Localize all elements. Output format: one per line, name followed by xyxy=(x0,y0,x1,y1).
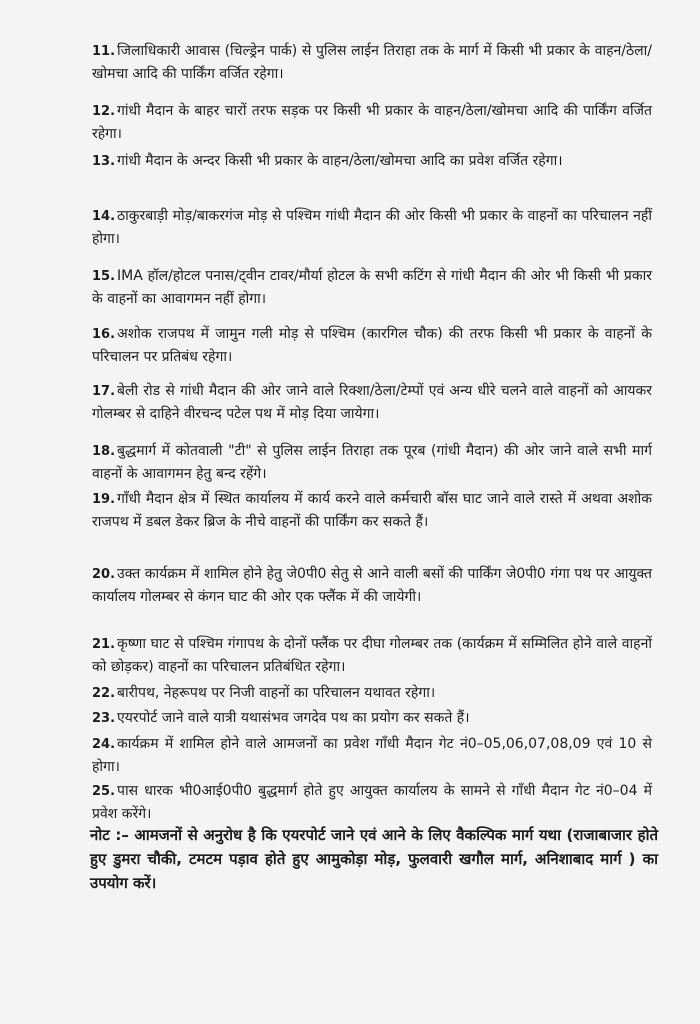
list-item xyxy=(92,780,652,826)
item-text: कृष्णा घाट से पश्चिम गंगापथ के दोनों फ्लैंक पर दीघा गोलम्बर तक (कार्यक्रम में सम्मिलित होने वाले वाहनों को छोड़कर) वाहनों का परिचालन प्रतिबंधित रहेगा। xyxy=(92,636,652,675)
list-item xyxy=(92,265,652,311)
item-text: बुद्धमार्ग में कोतवाली "टी" से पुलिस लाईन तिराहा तक पूरब (गांधी मैदान) की ओर जाने वाले सभी मार्ग वाहनों के आवागमन हेतु बन्द रहेंगे। xyxy=(92,443,652,482)
item-number: 23. xyxy=(92,711,116,726)
list-item xyxy=(92,205,652,251)
note-paragraph: नोट :– आमजनों से अनुरोध है कि एयरपोर्ट जाने एवं आने के लिए वैकल्पिक मार्ग यथा (राजाबाजार होते हुए डुमरा चौकी, टमटम पड़ाव होते हुए आमुकोड़ा मोड़, फुलवारी खगौल मार्ग, अनिशाबाद मार्ग ) का उपयोग करें। xyxy=(90,826,658,892)
item-number: 24. xyxy=(92,737,116,752)
list-item xyxy=(92,488,652,534)
item-number: 16. xyxy=(92,327,116,342)
item-text: ठाकुरबाड़ी मोड़/बाकरगंज मोड़ से पश्चिम गांधी मैदान की ओर किसी भी प्रकार के वाहनों का परिचालन नहीं होगा। xyxy=(92,208,652,247)
list-item xyxy=(92,100,652,146)
item-number: 11. xyxy=(92,44,116,59)
item-number: 15. xyxy=(92,269,116,284)
list-item xyxy=(92,323,652,369)
list-item xyxy=(92,707,652,730)
list-item xyxy=(92,380,652,426)
list-item xyxy=(92,633,652,679)
item-text: अशोक राजपथ में जामुन गली मोड़ से पश्चिम (कारगिल चौक) की तरफ किसी भी प्रकार के वाहनों के परिचालन पर प्रतिबंध रहेगा। xyxy=(92,326,652,365)
item-number: 18. xyxy=(92,444,116,459)
list-item xyxy=(92,150,652,173)
list-item xyxy=(92,682,652,705)
list-item xyxy=(92,733,652,779)
item-text: जिलाधिकारी आवास (चिल्ड्रेन पार्क) से पुलिस लाईन तिराहा तक के मार्ग में किसी भी प्रकार के वाहन/ठेला/खोमचा आदि की पार्किंग वर्जित रहेगा। xyxy=(92,43,652,82)
item-text: गांधी मैदान के बाहर चारों तरफ सड़क पर किसी भी प्रकार के वाहन/ठेला/खोमचा आदि की पार्किंग वर्जित रहेगा। xyxy=(92,103,652,142)
list-item xyxy=(92,440,652,486)
item-text: IMA हॉल/होटल पनास/ट्वीन टावर/मौर्या होटल के सभी कटिंग से गांधी मैदान की ओर भी किसी भी प्रकार के वाहनों का आवागमन नहीं होगा। xyxy=(92,268,652,307)
item-number: 14. xyxy=(92,209,116,224)
item-number: 12. xyxy=(92,104,116,119)
item-number: 25. xyxy=(92,784,116,799)
item-text: कार्यक्रम में शामिल होने वाले आमजनों का प्रवेश गाँधी मैदान गेट नं0–05,06,07,08,09 एवं 10 से होगा। xyxy=(92,736,652,775)
list-item xyxy=(92,563,652,609)
item-number: 22. xyxy=(92,686,116,701)
item-text: एयरपोर्ट जाने वाले यात्री यथासंभव जगदेव पथ का प्रयोग कर सकते हैं। xyxy=(117,710,470,726)
item-text: बेली रोड से गांधी मैदान की ओर जाने वाले रिक्शा/ठेला/टेम्पों एवं अन्य धीरे चलने वाले वाहनों को आयकर गोलम्बर से दाहिने वीरचन्द पटेल पथ में मोड़ दिया जायेगा। xyxy=(92,383,652,422)
item-number: 21. xyxy=(92,637,116,652)
item-number: 17. xyxy=(92,384,116,399)
item-text: गाँधी मैदान क्षेत्र में स्थित कार्यालय में कार्य करने वाले कर्मचारी बॉस घाट जाने वाले रास्ते में अथवा अशोक राजपथ में डबल डेकर ब्रिज के नीचे वाहनों की पार्किंग कर सकते हैं। xyxy=(92,491,652,530)
item-number: 13. xyxy=(92,154,116,169)
item-number: 20. xyxy=(92,567,116,582)
item-text: पास धारक भी0आई0पी0 बुद्धमार्ग होते हुए आयुक्त कार्यालय के सामने से गाँधी मैदान गेट नं0–04 में प्रवेश करेंगे। xyxy=(92,783,652,822)
item-text: बारीपथ, नेहरूपथ पर निजी वाहनों का परिचालन यथावत रहेगा। xyxy=(117,685,436,701)
item-number: 19. xyxy=(92,492,116,507)
item-text: उक्त कार्यक्रम में शामिल होने हेतु जे0पी0 सेतु से आने वाली बसों की पार्किंग जे0पी0 गंगा पथ पर आयुक्त कार्यालय गोलम्बर से कंगन घाट की ओर एक फ्लैंक में की जायेगी। xyxy=(92,566,652,605)
item-text: गांधी मैदान के अन्दर किसी भी प्रकार के वाहन/ठेला/खोमचा आदि का प्रवेश वर्जित रहेगा। xyxy=(117,153,563,169)
list-item xyxy=(92,40,652,86)
